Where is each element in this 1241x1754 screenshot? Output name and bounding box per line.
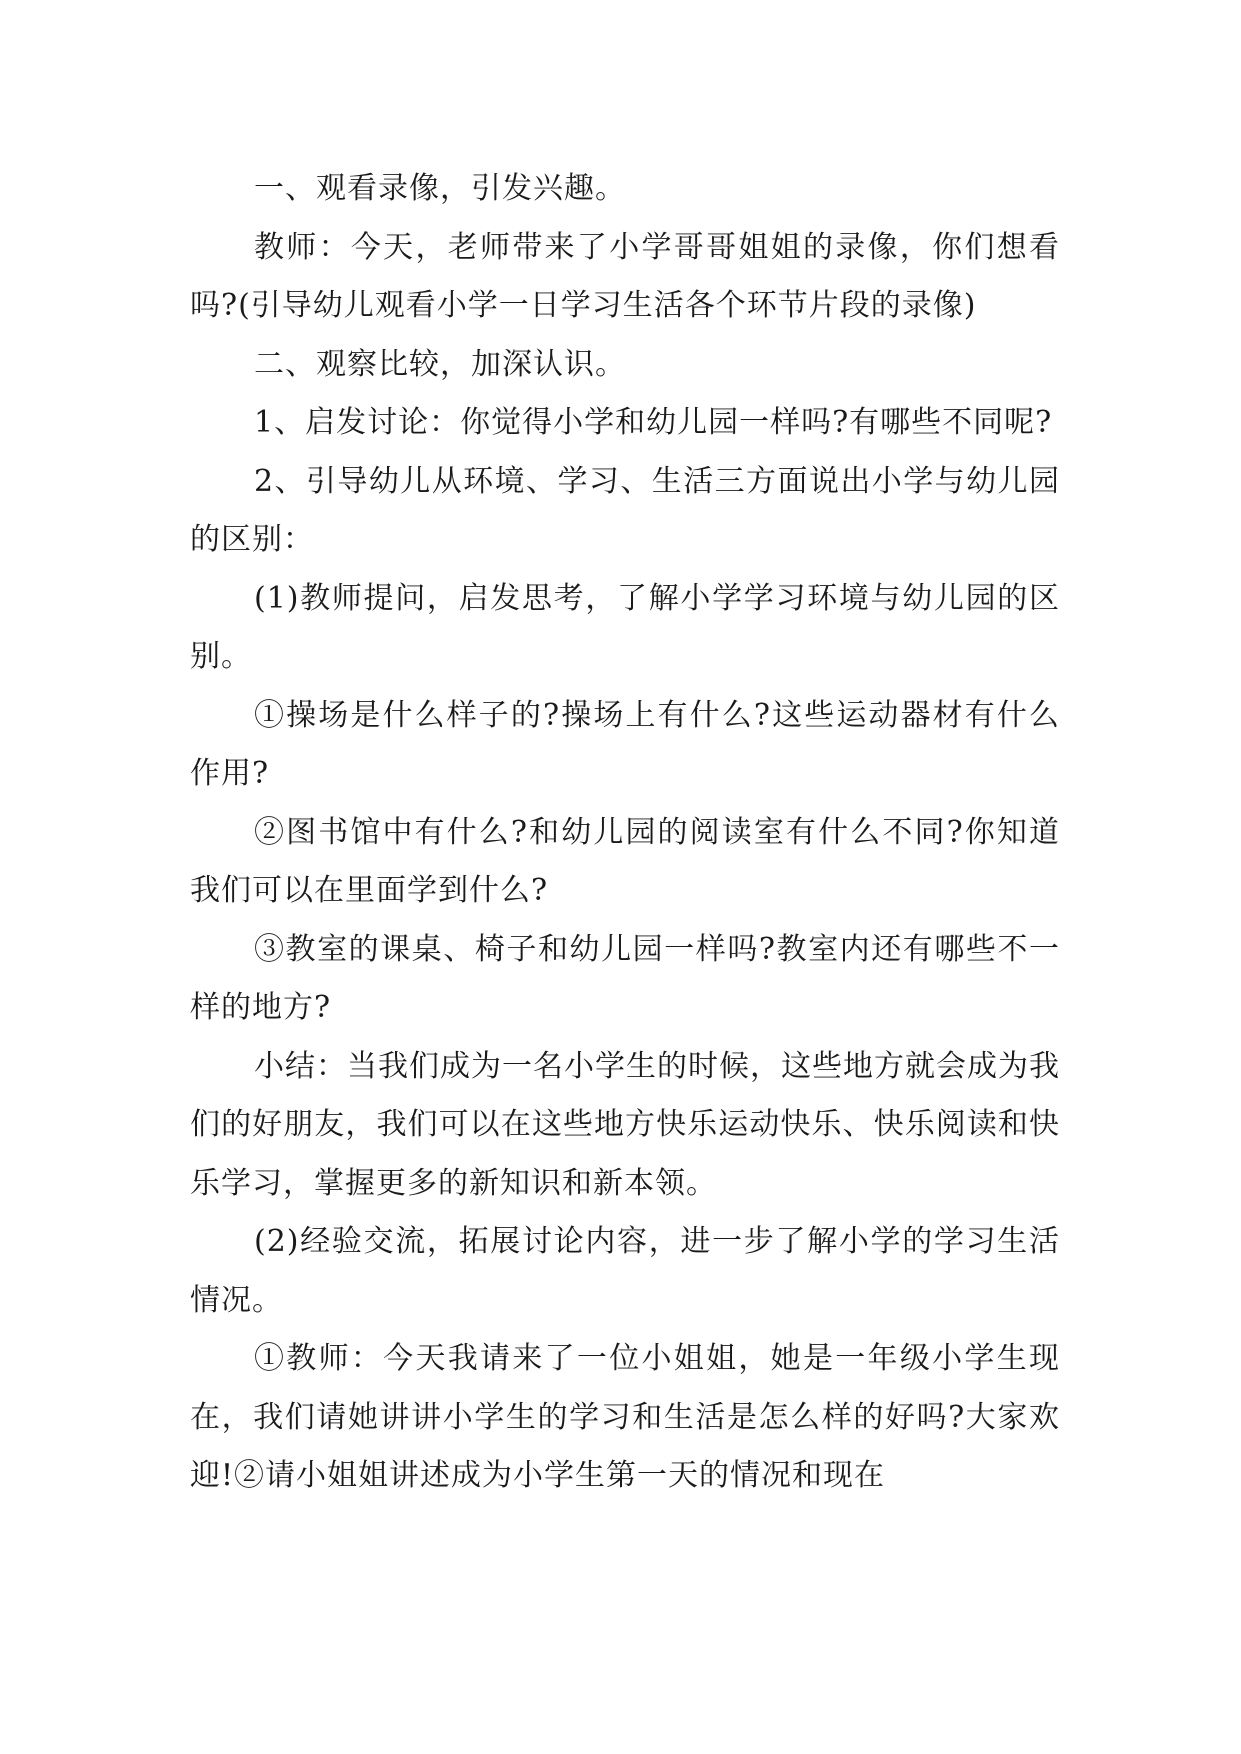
paragraph-teacher-question: (1)教师提问，启发思考，了解小学学习环境与幼儿园的区别。	[190, 580, 1060, 674]
paragraph-classroom: ③教室的课桌、椅子和幼儿园一样吗?教室内还有哪些不一样的地方?	[190, 931, 1060, 1025]
paragraph-discussion-1: 1、启发讨论：你觉得小学和幼儿园一样吗?有哪些不同呢?	[254, 405, 1053, 440]
section-heading-1: 一、观看录像，引发兴趣。	[254, 171, 626, 206]
paragraph-playground: ①操场是什么样子的?操场上有什么?这些运动器材有什么作用?	[190, 697, 1060, 791]
paragraph-experience-exchange: (2)经验交流，拓展讨论内容，进一步了解小学的学习生活情况。	[190, 1224, 1060, 1318]
paragraph-library: ②图书馆中有什么?和幼儿园的阅读室有什么不同?你知道我们可以在里面学到什么?	[190, 814, 1060, 908]
document-body	[190, 160, 1060, 1506]
paragraph-teacher-intro: 教师：今天，老师带来了小学哥哥姐姐的录像，你们想看吗?(引导幼儿观看小学一日学习生活各个环节片段的录像)	[190, 229, 1060, 323]
paragraph-guest-student: ①教师：今天我请来了一位小姐姐，她是一年级小学生现在，我们请她讲讲小学生的学习和生活是怎么样的好吗?大家欢迎!②请小姐姐讲述成为小学生第一天的情况和现在	[190, 1341, 1060, 1493]
section-heading-2: 二、观察比较，加深认识。	[254, 346, 626, 382]
paragraph-discussion-2: 2、引导幼儿从环境、学习、生活三方面说出小学与幼儿园的区别：	[190, 463, 1060, 557]
paragraph-summary: 小结：当我们成为一名小学生的时候，这些地方就会成为我们的好朋友，我们可以在这些地方快乐运动快乐、快乐阅读和快乐学习，掌握更多的新知识和新本领。	[190, 1048, 1060, 1201]
